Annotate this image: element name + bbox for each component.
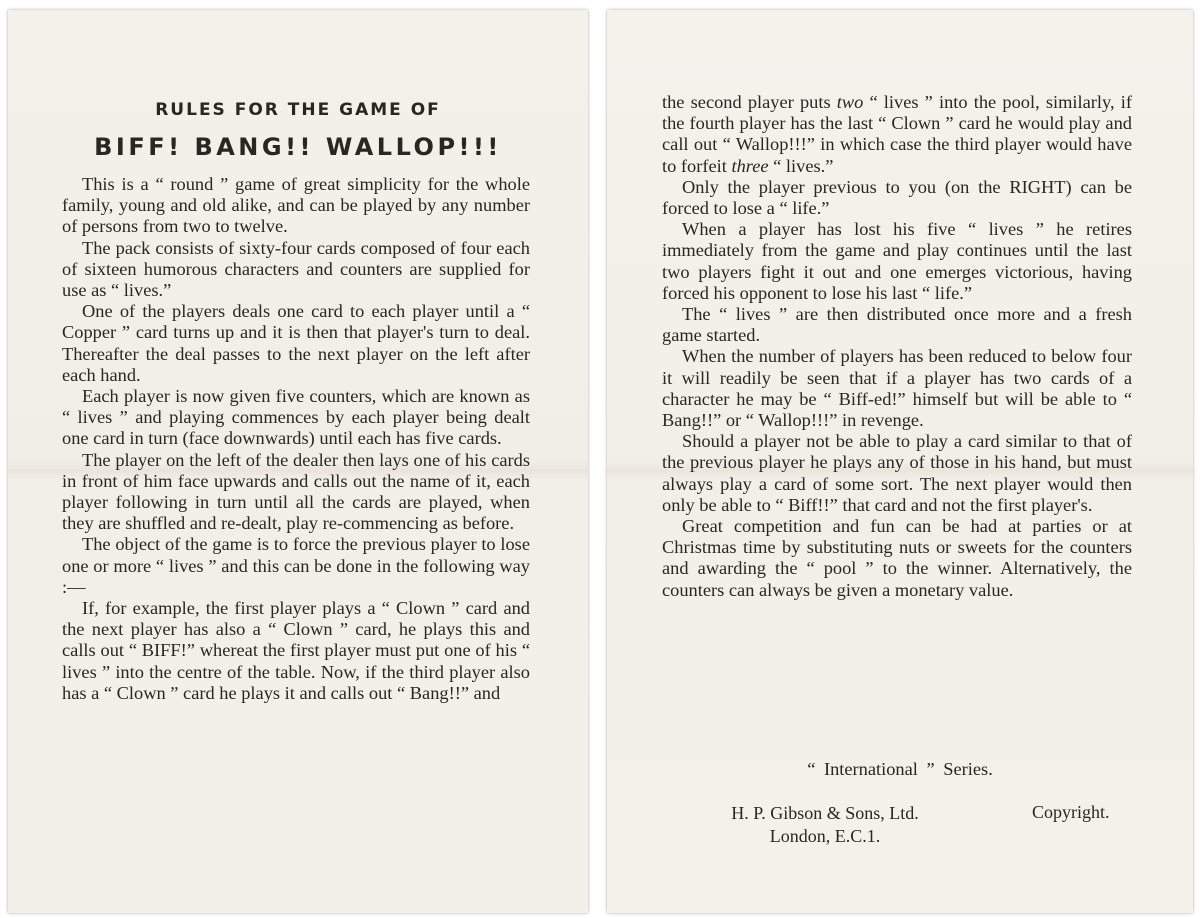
paragraph: This is a “ round ” game of great simplicity for the whole family, young and old alike, and can be played by any number of persons from two to twelve. xyxy=(62,174,530,237)
left-page-body xyxy=(62,174,530,704)
paragraph: The pack consists of sixty-four cards composed of four each of sixteen humorous characters and counters are supplied for use as “ lives.” xyxy=(62,237,530,301)
publisher-address: London, E.C.1. xyxy=(769,826,881,846)
paragraph: One of the players deals one card to each player until a “ Copper ” card turns up and it is then that player's turn to deal. Thereafter the deal passes to the next player on the left after each hand. xyxy=(62,301,530,385)
publisher xyxy=(665,802,985,848)
paragraph: When a player has lost his five “ lives ” he retires immediately from the game and play continues until the last two players fight it out and one emerges victorious, having forced his opponent to lose his last “ life.” xyxy=(662,219,1132,303)
emphasis: three xyxy=(731,155,769,176)
paragraph-continued xyxy=(662,92,1132,177)
game-title: BIFF! BANG!! WALLOP!!! xyxy=(94,133,502,161)
paragraph: The object of the game is to force the previous player to lose one or more “ lives ” and this can be done in the following way :— xyxy=(62,534,530,597)
paragraph: Only the player previous to you (on the RIGHT) can be forced to lose a “ life.” xyxy=(662,176,1132,219)
series-label: “ International ” Series. xyxy=(807,759,993,779)
paragraph: Great competition and fun can be had at parties or at Christmas time by substituting nuts or sweets for the counters and awarding the “ pool ” to the winner. Alternatively, the counters can always be given a monetary value. xyxy=(662,516,1132,600)
paragraph: The player on the left of the dealer then lays one of his cards in front of him face upwards and calls out the name of it, each player following in turn until all the cards are played, when they are shuffled and re-dealt, play re-commencing as before. xyxy=(62,449,530,534)
paragraph: Each player is now given five counters, which are known as “ lives ” and playing commences by each player being dealt one card in turn (face downwards) until each has five cards. xyxy=(62,386,530,449)
paragraph: The “ lives ” are then distributed once more and a fresh game started. xyxy=(662,304,1132,346)
paragraph: If, for example, the first player plays a “ Clown ” card and the next player has also a “ Clown ” card, he plays this and calls out “ BIFF!” whereat the first player must put one of his “ lives ” into the centre of the table. Now, if the third player also has a “ Clown ” card he plays it and calls out “ Bang!!” and xyxy=(62,598,530,703)
paragraph: Should a player not be able to play a card similar to that of the previous player he plays any of those in his hand, but must always play a card of some sort. The next player would then only be able to “ Biff!!” that card and not the first player's. xyxy=(662,431,1132,515)
right-page-body xyxy=(662,92,1132,601)
text-run: “ lives ” into the pool, similarly, if the fourth player has the last “ Clown ” card he would play and call out “ Wallop!!!” in which case the third player would have to forfeit xyxy=(662,92,1132,176)
emphasis: two xyxy=(836,92,864,112)
text-run: the second player puts xyxy=(662,92,837,112)
left-page xyxy=(8,10,588,913)
text-run: “ lives.” xyxy=(768,155,834,176)
publisher-name: H. P. Gibson & Sons, Ltd. xyxy=(731,803,919,823)
copyright-notice: Copyright. xyxy=(1032,802,1110,822)
right-page xyxy=(607,10,1193,913)
rules-heading: RULES FOR THE GAME OF xyxy=(155,100,441,120)
paragraph: When the number of players has been reduced to below four it will readily be seen that if a player has two cards of a character he may be “ Biff-ed!” himself but will be able to “ Bang!!” or “ Wallop!!!” in revenge. xyxy=(662,346,1132,431)
